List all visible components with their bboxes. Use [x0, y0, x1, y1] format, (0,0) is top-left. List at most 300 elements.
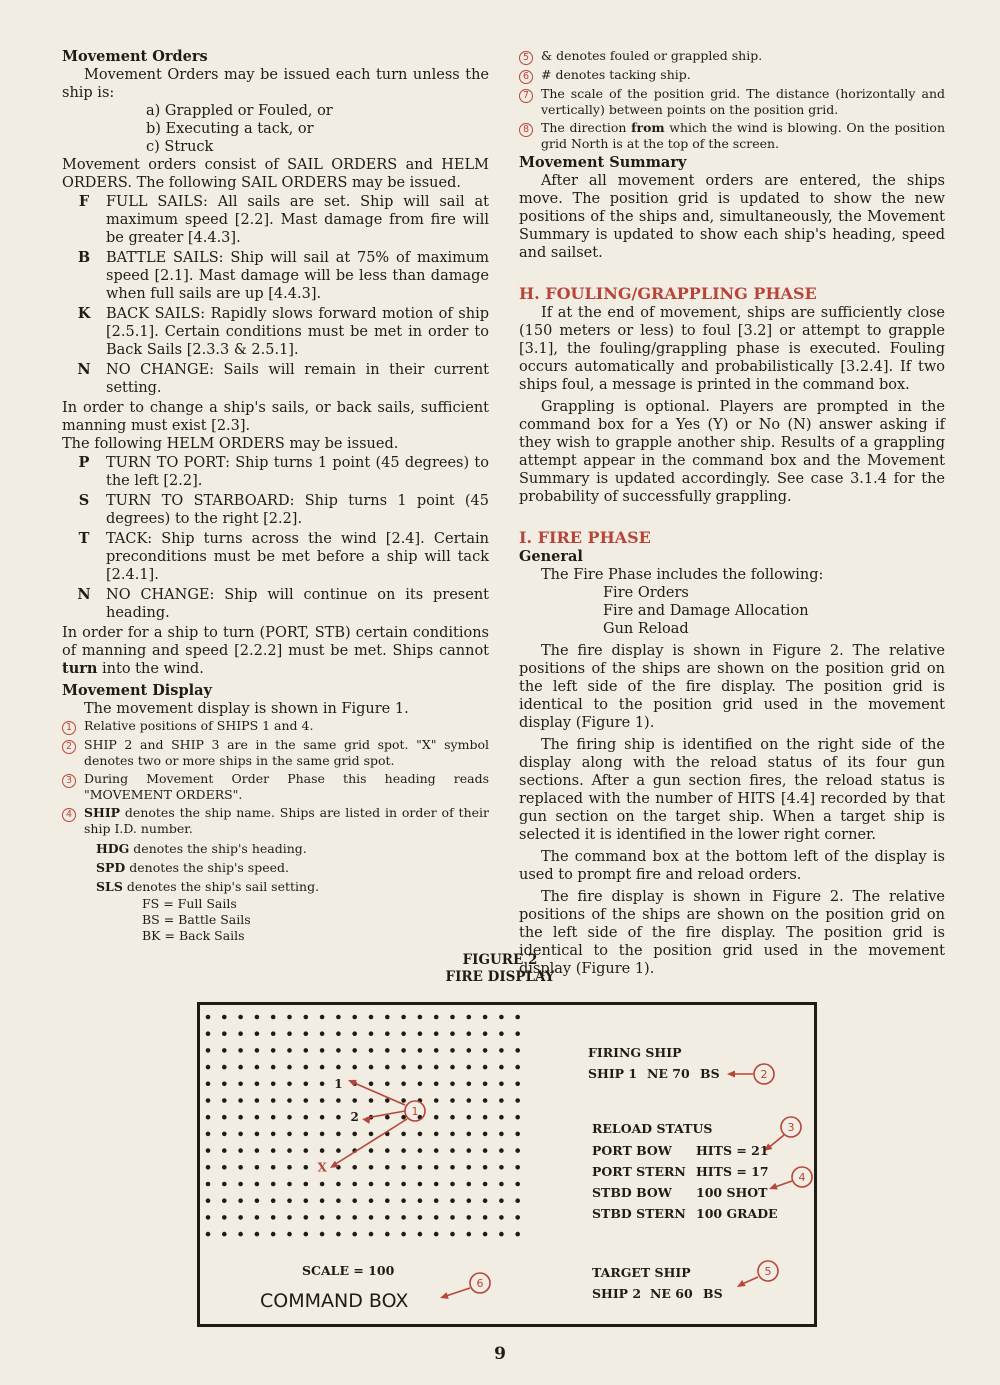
display-def: [96, 858, 489, 877]
grid-point: [222, 1015, 227, 1020]
sail-note: In order to change a ship's sails, or back sails, sufficient manning must exist [2.3].: [62, 400, 489, 434]
reload-value: HITS = 17: [696, 1164, 769, 1179]
sail-order-item: [62, 193, 489, 247]
fouling-paragraph: If at the end of movement, ships are sufficiently close (150 meters or less) to foul [3.2] or attempt to grapple [3.1], the fouling/grappling phase is executed. Fouling occurs automatically and probabilistically [3.2.4]. If two ships foul, a message is printed in the command box.: [519, 305, 945, 393]
grid-point: [385, 1165, 390, 1170]
grid-point: [467, 1065, 472, 1070]
grid-point: [369, 1015, 374, 1020]
arrow-head: [440, 1292, 449, 1299]
grid-point: [287, 1232, 292, 1237]
grid-point: [352, 1132, 357, 1137]
grid-point: [385, 1198, 390, 1203]
sail-abbrev: BS = Battle Sails: [142, 912, 251, 927]
grid-point: [434, 1148, 439, 1153]
note-bold: from: [631, 120, 665, 135]
grid-point: [222, 1182, 227, 1187]
figure-caption: [0, 952, 1000, 986]
grid-point: [287, 1215, 292, 1220]
grid-point: [418, 1015, 423, 1020]
grid-point: [238, 1215, 243, 1220]
grid-point: [467, 1198, 472, 1203]
grid-point: [450, 1015, 455, 1020]
turn-note-text: In order for a ship to turn (PORT, STB) certain conditions of manning and speed [2.2.2] must be met. Ships cannot: [62, 625, 489, 659]
grid-point: [320, 1198, 325, 1203]
grid-point: [515, 1182, 520, 1187]
grid-point: [401, 1198, 406, 1203]
fire-paragraph: The firing ship is identified on the right side of the display along with the reload status of its four gun sections. After a gun section fires, the reload status is replaced with the number of HITS [4.4] recorded by that gun section on the target ship. When a target ship is selected it is identified in the lower right corner.: [519, 737, 945, 843]
general-intro: The Fire Phase includes the following:: [541, 567, 824, 583]
grid-point: [467, 1132, 472, 1137]
grid-point: [271, 1082, 276, 1087]
right-column: [519, 48, 945, 978]
turn-note: [62, 624, 489, 678]
note-text: [541, 120, 945, 152]
grid-point: [401, 1148, 406, 1153]
callout-line: [352, 1082, 405, 1105]
grid-point: [418, 1215, 423, 1220]
grid-point: [304, 1082, 309, 1087]
grid-point: [304, 1182, 309, 1187]
grid-point: [206, 1098, 211, 1103]
grid-point: [369, 1065, 374, 1070]
grid-point: [385, 1048, 390, 1053]
grid-point: [222, 1082, 227, 1087]
grid-point: [434, 1165, 439, 1170]
grid-point: [434, 1098, 439, 1103]
grid-point: [450, 1232, 455, 1237]
grappling-paragraph: Grappling is optional. Players are prompted in the command box for a Yes (Y) or No (N) answer asking if they wish to grapple another ship. Results of a grappling attempt appear in the command box and the Movement Summary is updated accordingly. See case 3.1.4 for the probability of successfully grappling.: [519, 399, 945, 505]
grid-point: [255, 1148, 260, 1153]
grid-point: [304, 1148, 309, 1153]
fire-section-heading: I. FIRE PHASE: [519, 528, 651, 547]
grid-point: [467, 1115, 472, 1120]
grid-point: [206, 1031, 211, 1036]
grid-point: [499, 1098, 504, 1103]
grid-point: [320, 1215, 325, 1220]
ship-marker: X: [317, 1160, 327, 1175]
grid-point: [304, 1232, 309, 1237]
grid-point: [499, 1215, 504, 1220]
grid-point: [434, 1031, 439, 1036]
grid-point: [483, 1031, 488, 1036]
grid-point: [304, 1132, 309, 1137]
arrow-head: [727, 1071, 735, 1078]
grid-point: [304, 1065, 309, 1070]
grid-point: [483, 1132, 488, 1137]
def-text: denotes the ship's heading.: [129, 841, 307, 856]
grid-point: [385, 1015, 390, 1020]
grid-point: [450, 1098, 455, 1103]
grid-point: [385, 1148, 390, 1153]
grid-point: [206, 1082, 211, 1087]
helm-order-item: [62, 454, 489, 490]
grid-point: [271, 1148, 276, 1153]
grid-point: [206, 1215, 211, 1220]
firing-ship-name: SHIP 1: [588, 1066, 638, 1081]
grid-point: [483, 1198, 488, 1203]
grid-point: [418, 1148, 423, 1153]
grid-point: [434, 1132, 439, 1137]
grid-point: [238, 1198, 243, 1203]
grid-point: [401, 1182, 406, 1187]
grid-point: [401, 1232, 406, 1237]
grid-point: [515, 1048, 520, 1053]
note-text: SHIP 2 and SHIP 3 are in the same grid spot. "X" symbol denotes two or more ships in the same grid spot.: [84, 737, 489, 768]
grid-point: [401, 1098, 406, 1103]
grid-point: [320, 1065, 325, 1070]
grid-point: [434, 1048, 439, 1053]
grid-point: [401, 1031, 406, 1036]
position-grid: [206, 1015, 520, 1237]
grid-point: [369, 1182, 374, 1187]
sail-orders-intro: Movement orders consist of SAIL ORDERS and HELM ORDERS. The following SAIL ORDERS may be issued.: [62, 157, 489, 191]
turn-note-bold: turn: [62, 660, 98, 677]
callout-number-icon: 5: [519, 51, 533, 65]
grid-point: [255, 1048, 260, 1053]
grid-point: [320, 1115, 325, 1120]
display-note: [62, 805, 489, 837]
grid-point: [499, 1232, 504, 1237]
target-ship-heading-value: NE 60: [650, 1286, 693, 1301]
note-text: & denotes fouled or grappled ship.: [541, 48, 763, 63]
grid-point: [206, 1048, 211, 1053]
grid-point: [450, 1065, 455, 1070]
grid-point: [255, 1082, 260, 1087]
grid-point: [385, 1082, 390, 1087]
grid-point: [369, 1198, 374, 1203]
grid-point: [515, 1065, 520, 1070]
grid-point: [206, 1198, 211, 1203]
grid-point: [255, 1031, 260, 1036]
grid-point: [336, 1198, 341, 1203]
grid-point: [352, 1048, 357, 1053]
grid-point: [401, 1165, 406, 1170]
reload-value: HITS = 21: [696, 1143, 769, 1158]
grid-point: [467, 1098, 472, 1103]
grid-point: [352, 1031, 357, 1036]
left-column: [62, 48, 489, 944]
grid-point: [450, 1132, 455, 1137]
grid-point: [287, 1015, 292, 1020]
callout-2-icon: 2: [760, 1068, 768, 1081]
grid-point: [369, 1165, 374, 1170]
grid-point: [515, 1198, 520, 1203]
callout-number-icon: 6: [519, 70, 533, 84]
reload-status-heading: RELOAD STATUS: [592, 1121, 713, 1136]
display-note: [519, 48, 945, 65]
grid-point: [255, 1098, 260, 1103]
grid-point: [206, 1165, 211, 1170]
arrow-head: [362, 1117, 370, 1124]
grid-point: [483, 1165, 488, 1170]
command-box-label: COMMAND BOX: [260, 1290, 409, 1312]
note-text: # denotes tacking ship.: [541, 67, 691, 82]
note-text: Relative positions of SHIPS 1 and 4.: [84, 718, 314, 733]
reload-section: PORT STERN: [592, 1164, 686, 1179]
display-note: [519, 86, 945, 118]
def-text: denotes the ship's speed.: [125, 860, 289, 875]
grid-point: [450, 1048, 455, 1053]
helm-intro: The following HELM ORDERS may be issued.: [62, 436, 399, 452]
grid-point: [222, 1198, 227, 1203]
grid-point: [336, 1048, 341, 1053]
grid-point: [238, 1015, 243, 1020]
grid-point: [515, 1082, 520, 1087]
grid-point: [515, 1115, 520, 1120]
grid-point: [304, 1015, 309, 1020]
movement-display-intro: The movement display is shown in Figure 1.: [84, 701, 409, 717]
grid-point: [238, 1031, 243, 1036]
grid-point: [483, 1098, 488, 1103]
grid-point: [499, 1115, 504, 1120]
grid-point: [401, 1132, 406, 1137]
grid-point: [499, 1182, 504, 1187]
grid-point: [385, 1182, 390, 1187]
grid-point: [483, 1082, 488, 1087]
grid-point: [515, 1232, 520, 1237]
grid-point: [401, 1015, 406, 1020]
grid-point: [450, 1115, 455, 1120]
grid-point: [467, 1048, 472, 1053]
callout-number-icon: 1: [62, 721, 76, 735]
grid-point: [222, 1232, 227, 1237]
order-text: NO CHANGE: Sails will remain in their current setting.: [106, 362, 489, 396]
grid-point: [418, 1031, 423, 1036]
callout-line: [334, 1119, 407, 1165]
figure-title: FIRE DISPLAY: [445, 969, 555, 985]
grid-point: [222, 1165, 227, 1170]
order-text: TURN TO STARBOARD: Ship turns 1 point (45 degrees) to the right [2.2].: [106, 493, 489, 527]
page-number: 9: [494, 1344, 506, 1364]
callout-6-icon: 6: [476, 1277, 484, 1290]
grid-point: [467, 1232, 472, 1237]
callout-3-icon: 3: [787, 1121, 795, 1134]
order-key: N: [77, 586, 91, 603]
grid-point: [418, 1182, 423, 1187]
grid-point: [352, 1198, 357, 1203]
grid-point: [418, 1048, 423, 1053]
condition-item: b) Executing a tack, or: [146, 121, 314, 137]
grid-point: [499, 1148, 504, 1153]
grid-point: [336, 1098, 341, 1103]
grid-point: [499, 1065, 504, 1070]
grid-point: [287, 1198, 292, 1203]
grid-point: [320, 1182, 325, 1187]
grid-point: [238, 1098, 243, 1103]
order-key: T: [78, 530, 90, 547]
grid-point: [255, 1015, 260, 1020]
grid-point: [255, 1232, 260, 1237]
grid-point: [304, 1098, 309, 1103]
sail-abbrev: FS = Full Sails: [142, 896, 237, 911]
grid-point: [271, 1065, 276, 1070]
grid-point: [320, 1098, 325, 1103]
scale-label: SCALE = 100: [302, 1263, 395, 1278]
note-text: [84, 805, 489, 837]
grid-point: [271, 1232, 276, 1237]
grid-point: [238, 1065, 243, 1070]
grid-point: [271, 1132, 276, 1137]
grid-point: [434, 1232, 439, 1237]
grid-point: [434, 1082, 439, 1087]
display-note: [519, 120, 945, 152]
fire-display-figure: [197, 1002, 817, 1327]
general-heading: General: [519, 548, 583, 565]
order-text: NO CHANGE: Ship will continue on its present heading.: [106, 587, 489, 621]
grid-point: [222, 1115, 227, 1120]
grid-point: [385, 1065, 390, 1070]
fouling-section-heading: H. FOULING/GRAPPLING PHASE: [519, 284, 817, 303]
grid-point: [238, 1182, 243, 1187]
grid-point: [320, 1082, 325, 1087]
figure-label: FIGURE 2: [462, 952, 538, 968]
def-term: SLS: [96, 879, 123, 894]
grid-point: [287, 1098, 292, 1103]
grid-point: [320, 1132, 325, 1137]
grid-point: [483, 1015, 488, 1020]
grid-point: [271, 1048, 276, 1053]
ship-marker: 1: [334, 1076, 343, 1091]
grid-point: [467, 1165, 472, 1170]
movement-summary-text: After all movement orders are entered, the ships move. The position grid is updated to show the new positions of the ships and, simultaneously, the Movement Summary is updated to show each ship's heading, speed and sailset.: [519, 173, 945, 261]
grid-point: [418, 1165, 423, 1170]
grid-point: [499, 1031, 504, 1036]
grid-point: [515, 1098, 520, 1103]
grid-point: [450, 1182, 455, 1187]
callout-number-icon: 7: [519, 89, 533, 103]
callout-1-icon: 1: [411, 1105, 419, 1118]
grid-point: [483, 1232, 488, 1237]
grid-point: [238, 1048, 243, 1053]
fire-paragraph: The fire display is shown in Figure 2. The relative positions of the ships are shown on the position grid on the left side of the fire display. The position grid is identical to the position grid used in the movement display (Figure 1).: [519, 643, 945, 731]
grid-point: [206, 1065, 211, 1070]
grid-point: [320, 1232, 325, 1237]
order-key: S: [78, 492, 90, 509]
grid-point: [401, 1048, 406, 1053]
grid-point: [238, 1165, 243, 1170]
grid-point: [238, 1148, 243, 1153]
grid-point: [287, 1165, 292, 1170]
grid-point: [467, 1182, 472, 1187]
grid-point: [287, 1148, 292, 1153]
grid-point: [255, 1165, 260, 1170]
movement-orders-intro: Movement Orders may be issued each turn unless the ship is:: [62, 67, 489, 101]
grid-point: [450, 1082, 455, 1087]
grid-point: [222, 1148, 227, 1153]
grid-point: [320, 1031, 325, 1036]
grid-point: [287, 1082, 292, 1087]
arrow-head: [769, 1183, 778, 1190]
note-bold: SHIP: [84, 805, 121, 820]
grid-point: [304, 1198, 309, 1203]
grid-point: [336, 1132, 341, 1137]
grid-point: [238, 1082, 243, 1087]
sail-order-item: [62, 361, 489, 397]
grid-point: [320, 1015, 325, 1020]
grid-point: [515, 1031, 520, 1036]
grid-point: [467, 1031, 472, 1036]
fire-list-item: Fire and Damage Allocation: [603, 603, 809, 619]
firing-ship-heading: FIRING SHIP: [588, 1045, 682, 1060]
grid-point: [369, 1082, 374, 1087]
grid-point: [434, 1198, 439, 1203]
note-text: The scale of the position grid. The distance (horizontally and vertically) between points on the position grid.: [541, 86, 945, 117]
grid-point: [336, 1065, 341, 1070]
order-key: P: [78, 454, 90, 471]
grid-point: [287, 1031, 292, 1036]
def-term: HDG: [96, 841, 130, 856]
order-text: BACK SAILS: Rapidly slows forward motion of ship [2.5.1]. Certain conditions must be met in order to Back Sails [2.3.3 & 2.5.1].: [106, 306, 489, 358]
display-note: [62, 737, 489, 769]
grid-point: [499, 1015, 504, 1020]
grid-point: [450, 1198, 455, 1203]
grid-point: [320, 1148, 325, 1153]
turn-note-text: into the wind.: [97, 661, 204, 677]
order-key: B: [77, 249, 91, 266]
grid-point: [450, 1031, 455, 1036]
order-key: N: [77, 361, 91, 378]
sail-abbrev: BK = Back Sails: [142, 928, 245, 943]
ship-marker: 2: [350, 1110, 359, 1125]
grid-point: [255, 1182, 260, 1187]
sail-order-item: [62, 305, 489, 359]
movement-summary-heading: Movement Summary: [519, 154, 687, 171]
grid-point: [401, 1065, 406, 1070]
grid-point: [336, 1182, 341, 1187]
grid-point: [352, 1098, 357, 1103]
display-def: [96, 877, 489, 896]
grid-point: [287, 1048, 292, 1053]
grid-point: [483, 1048, 488, 1053]
grid-point: [467, 1082, 472, 1087]
grid-point: [206, 1182, 211, 1187]
arrow-head: [330, 1161, 339, 1168]
order-text: BATTLE SAILS: Ship will sail at 75% of maximum speed [2.1]. Mast damage will be less than damage when full sails are up [4.4.3].: [106, 250, 489, 302]
fire-list-item: Gun Reload: [603, 621, 689, 637]
grid-point: [483, 1215, 488, 1220]
grid-point: [271, 1198, 276, 1203]
grid-point: [336, 1031, 341, 1036]
target-ship-name: SHIP 2: [592, 1286, 642, 1301]
note-text: which the wind is blowing. On the position grid North is at the top of the screen.: [541, 120, 946, 151]
callout-4-icon: 4: [798, 1171, 806, 1184]
grid-point: [369, 1232, 374, 1237]
grid-point: [206, 1115, 211, 1120]
grid-point: [206, 1132, 211, 1137]
grid-point: [304, 1165, 309, 1170]
grid-point: [515, 1165, 520, 1170]
helm-order-item: [62, 492, 489, 528]
grid-point: [238, 1132, 243, 1137]
ship-markers: [317, 1077, 358, 1175]
grid-point: [418, 1082, 423, 1087]
grid-point: [499, 1132, 504, 1137]
grid-point: [320, 1048, 325, 1053]
order-key: K: [77, 305, 91, 322]
grid-point: [304, 1215, 309, 1220]
grid-point: [385, 1115, 390, 1120]
grid-point: [369, 1132, 374, 1137]
firing-ship-heading-value: NE 70: [647, 1066, 690, 1081]
firing-ship-sails: BS: [700, 1066, 720, 1081]
grid-point: [418, 1232, 423, 1237]
grid-point: [352, 1232, 357, 1237]
grid-point: [450, 1148, 455, 1153]
note-text: During Movement Order Phase this heading reads "MOVEMENT ORDERS".: [84, 771, 489, 802]
grid-point: [222, 1098, 227, 1103]
grid-point: [499, 1048, 504, 1053]
grid-point: [336, 1232, 341, 1237]
